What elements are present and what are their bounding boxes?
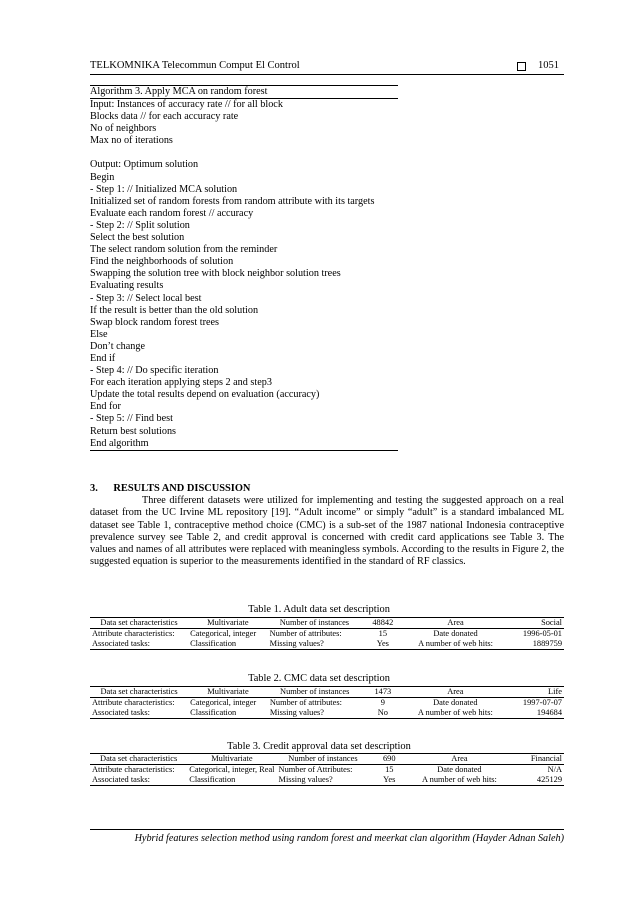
algorithm-line: Max no of iterations bbox=[90, 135, 173, 147]
table-row bbox=[90, 708, 564, 719]
table-cell: 15 bbox=[385, 765, 394, 774]
table-cell: Area bbox=[409, 754, 509, 765]
algorithm-gap bbox=[90, 147, 398, 159]
algorithm-caption: Algorithm 3. Apply MCA on random forest bbox=[90, 85, 398, 99]
table-row bbox=[90, 754, 564, 765]
table-cell: Classification bbox=[188, 708, 268, 719]
table-cell: Number of instances bbox=[268, 618, 362, 629]
table-cell: Associated tasks: bbox=[90, 639, 188, 650]
table-cell: Associated tasks: bbox=[90, 708, 188, 719]
table-cell: 48842 bbox=[361, 618, 404, 629]
table-cell: Multivariate bbox=[188, 618, 268, 629]
header-rule bbox=[90, 74, 564, 75]
table-cell: Attribute characteristics: bbox=[92, 629, 175, 638]
algorithm-line: End if bbox=[90, 352, 116, 364]
table-2-caption: Table 2. CMC data set description bbox=[248, 673, 390, 684]
table-cell: Multivariate bbox=[188, 687, 268, 698]
table-cell: Area bbox=[404, 687, 506, 698]
algorithm-line: Swap block random forest trees bbox=[90, 316, 220, 328]
algorithm-box bbox=[90, 85, 398, 451]
algorithm-line: If the result is better than the old solution bbox=[90, 304, 259, 316]
table-cell: No bbox=[362, 708, 405, 719]
table-cell: 425129 bbox=[510, 775, 564, 786]
algorithm-line: - Step 5: // Find best bbox=[90, 413, 173, 425]
table-cell: Number of instances bbox=[277, 754, 370, 765]
table-cell: Data set characteristics bbox=[90, 618, 188, 629]
table-cell: Classification bbox=[187, 775, 276, 786]
table-cell: Data set characteristics bbox=[90, 754, 187, 765]
table-cell: Yes bbox=[361, 639, 404, 650]
algorithm-line: - Step 3: // Select local best bbox=[90, 292, 202, 304]
table-cell: Categorical, integer bbox=[190, 629, 257, 638]
algorithm-line: Don’t change bbox=[90, 340, 145, 352]
table-3-caption: Table 3. Credit approval data set description bbox=[227, 741, 411, 752]
table-cell: A number of web hits: bbox=[409, 775, 509, 786]
algorithm-line: Initialized set of random forests from random attribute with its targets bbox=[90, 195, 375, 207]
table-cell: Attribute characteristics: bbox=[92, 698, 175, 707]
table-cell: Number of attributes: bbox=[269, 698, 342, 707]
running-footer: Hybrid features selection method using random forest and meerkat clan algorithm (Hayder Adnan Saleh) bbox=[134, 833, 564, 844]
algorithm-line: End algorithm bbox=[90, 437, 149, 449]
table-cell: Classification bbox=[188, 639, 268, 650]
algorithm-line: Update the total results depend on evaluation (accuracy) bbox=[90, 389, 320, 401]
table-cell: Number of instances bbox=[268, 687, 362, 698]
table-cell: Associated tasks: bbox=[90, 775, 187, 786]
table-row bbox=[90, 687, 564, 698]
page-number: 1051 bbox=[538, 60, 559, 71]
table-1 bbox=[90, 617, 564, 650]
algorithm-line: End for bbox=[90, 401, 121, 413]
table-cell: Financial bbox=[510, 754, 564, 765]
table-cell: Date donated bbox=[433, 698, 478, 707]
section-heading: 3. RESULTS AND DISCUSSION bbox=[90, 483, 251, 494]
table-cell: Date donated bbox=[433, 629, 478, 638]
table-row bbox=[90, 618, 564, 629]
table-cell: 1889759 bbox=[507, 639, 564, 650]
algorithm-line: Blocks data // for each accuracy rate bbox=[90, 111, 239, 123]
table-cell: Social bbox=[507, 618, 564, 629]
paragraph-text: Three different datasets were utilized for implementing and testing the suggested approach on a real dataset from the UC Irvine ML repository [19]. “Adult income” or simply “adult” is a standard imbalanced ML dataset see Table 1, contraceptive method choice (CMC) is a sub-set of the 1987 national Indonesia contraceptive prevalence survey see Table 2, and credit approval is concerned with credit card applications see Table 3. The values and names of all attributes were replaced with meaningless symbols. According to the results in Figure 2, the suggested equation is superior to the measurements identified in the standard of RF classics. bbox=[90, 495, 564, 568]
table-row bbox=[90, 765, 564, 776]
table-cell: Number of attributes: bbox=[269, 629, 342, 638]
section-paragraph bbox=[90, 495, 564, 569]
table-cell: Life bbox=[506, 687, 564, 698]
algorithm-line: - Step 1: // Initialized MCA solution bbox=[90, 183, 238, 195]
table-cell: Data set characteristics bbox=[90, 687, 188, 698]
algorithm-line: Select the best solution bbox=[90, 232, 185, 244]
table-cell: Missing values? bbox=[268, 708, 362, 719]
algorithm-line: Output: Optimum solution bbox=[90, 159, 199, 171]
table-2 bbox=[90, 686, 564, 719]
table-cell: A number of web hits: bbox=[404, 639, 506, 650]
table-cell: 1473 bbox=[362, 687, 405, 698]
table-row bbox=[90, 629, 564, 640]
algorithm-line: Swapping the solution tree with block neighbor solution trees bbox=[90, 268, 341, 280]
algorithm-lines-input bbox=[90, 99, 398, 147]
table-cell: A number of web hits: bbox=[404, 708, 506, 719]
table-cell: Categorical, integer, Real bbox=[189, 765, 275, 774]
table-cell: Number of Attributes: bbox=[278, 765, 353, 774]
table-cell: 1997-07-07 bbox=[522, 698, 562, 707]
journal-title: TELKOMNIKA Telecommun Comput El Control bbox=[90, 60, 300, 71]
algorithm-line: Find the neighborhoods of solution bbox=[90, 256, 234, 268]
table-row bbox=[90, 698, 564, 709]
table-cell: 194684 bbox=[506, 708, 564, 719]
algorithm-line: - Step 2: // Split solution bbox=[90, 219, 190, 231]
square-bullet-icon bbox=[517, 62, 526, 71]
table-cell: 9 bbox=[380, 698, 385, 707]
algorithm-line: Return best solutions bbox=[90, 425, 177, 437]
table-cell: N/A bbox=[547, 765, 562, 774]
algorithm-line: For each iteration applying steps 2 and step3 bbox=[90, 377, 272, 389]
table-cell: Multivariate bbox=[187, 754, 276, 765]
table-cell: Area bbox=[404, 618, 506, 629]
algorithm-line: No of neighbors bbox=[90, 123, 157, 135]
table-row bbox=[90, 775, 564, 786]
table-cell: Categorical, integer bbox=[190, 698, 257, 707]
table-1-caption: Table 1. Adult data set description bbox=[248, 604, 390, 615]
table-cell: 690 bbox=[369, 754, 409, 765]
table-cell: Missing values? bbox=[277, 775, 370, 786]
algorithm-line: Begin bbox=[90, 171, 115, 183]
algorithm-line: Else bbox=[90, 328, 108, 340]
table-cell: Missing values? bbox=[268, 639, 362, 650]
algorithm-line: Evaluate each random forest // accuracy bbox=[90, 207, 254, 219]
table-cell: 15 bbox=[378, 629, 388, 638]
table-cell: Attribute characteristics: bbox=[92, 765, 175, 774]
table-cell: 1996-05-01 bbox=[522, 629, 562, 638]
algorithm-line: - Step 4: // Do specific iteration bbox=[90, 365, 219, 377]
algorithm-line: Input: Instances of accuracy rate // for all block bbox=[90, 99, 283, 111]
algorithm-lines-body bbox=[90, 159, 398, 450]
table-cell: Date donated bbox=[437, 765, 482, 774]
algorithm-line: The select random solution from the reminder bbox=[90, 244, 278, 256]
table-3 bbox=[90, 753, 564, 786]
footer-rule bbox=[90, 829, 564, 830]
table-row bbox=[90, 639, 564, 650]
algorithm-line: Evaluating results bbox=[90, 280, 164, 292]
table-cell: Yes bbox=[369, 775, 409, 786]
